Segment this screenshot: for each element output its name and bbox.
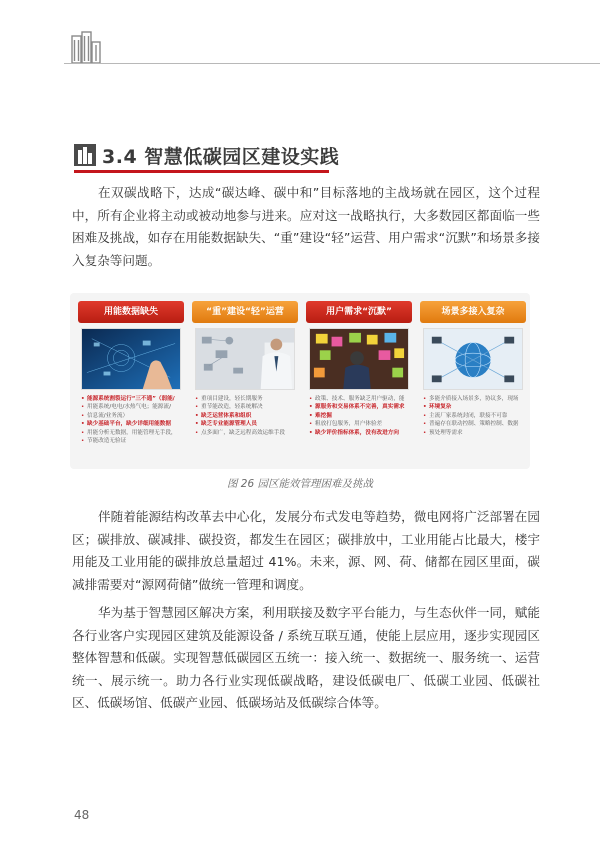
section-heading bbox=[74, 142, 384, 172]
list-item: • 粗放打包服务，用户体验差 bbox=[309, 420, 411, 428]
panel-title: 场景多接入复杂 bbox=[420, 301, 526, 323]
list-item: • 缺少基础平台，缺少详细用能数据 bbox=[81, 420, 183, 428]
list-item: • 环境复杂 bbox=[423, 403, 525, 411]
header-divider bbox=[64, 63, 600, 64]
list-item: • 缺少评价指标体系，没有改进方向 bbox=[309, 429, 411, 437]
list-item: • 缺乏专业能源管理人员 bbox=[195, 420, 297, 428]
panel-construction-operation bbox=[192, 301, 298, 461]
list-item: • 普遍存在联动控制、策略控制、数据 bbox=[423, 420, 525, 428]
section-title: 3.4 智慧低碳园区建设实践 bbox=[102, 146, 340, 168]
list-item: • 难挖掘 bbox=[309, 412, 411, 420]
section-building-icon bbox=[74, 144, 96, 166]
network-globe-image bbox=[423, 328, 523, 390]
paragraph-microgrid: 伴随着能源结构改革去中心化，发展分布式发电等趋势，微电网将广泛部署在园区；碳排放、碳减排、碳投资，都发生在园区；碳排放中，工业用能占比最大，楼宇用能及工业用能的碳排放总量超过 41%。未来，源、网、荷、储都在园区里面，碳减排需要对“源网荷储”做统一管理和调度。 bbox=[72, 509, 540, 592]
panel-user-demand bbox=[306, 301, 412, 461]
panel-bullet-list bbox=[423, 395, 525, 437]
businessman-image bbox=[195, 328, 295, 390]
list-item: • 政策、技术、服务缺乏用户驱动，能 bbox=[309, 395, 411, 403]
list-item: • 多能介质接入场景多，协议多，现场 bbox=[423, 395, 525, 403]
list-item: • 用能系统/电电/水热气电；能源流/ bbox=[81, 403, 183, 411]
page-number: 48 bbox=[74, 808, 90, 822]
panel-energy-data bbox=[78, 301, 184, 461]
panel-title: 用能数据缺失 bbox=[78, 301, 184, 323]
list-item: • 缺乏运营体系和组织 bbox=[195, 412, 297, 420]
panel-title: “重”建设“轻”运营 bbox=[192, 301, 298, 323]
panel-bullet-list bbox=[309, 395, 411, 437]
panel-bullet-list bbox=[81, 395, 183, 445]
section-title-underline bbox=[74, 170, 329, 173]
paragraph-huawei: 华为基于智慧园区解决方案，利用联接及数字平台能力，与生态伙伴一同，赋能各行业客户实现园区建筑及能源设备 / 系统互联互通，使能上层应用，逐步实现园区整体智慧和低碳。实现智慧低碳园区五统一：接入统一、数据统一、服务统一、运营统一、展示统一。助力各行业实现低碳战略，建设低碳电厂、低碳工业园、低碳社区、低碳场馆、低碳产业园、低碳场站及低碳综合体等。 bbox=[72, 605, 540, 710]
building-logo-icon bbox=[70, 30, 110, 64]
challenges-figure bbox=[70, 293, 530, 469]
list-item: • 源服务和交易体系不完善，真实需求 bbox=[309, 403, 411, 411]
touchscreen-image bbox=[81, 328, 181, 390]
list-item: • 信息流/业务流） bbox=[81, 412, 183, 420]
list-item: • 预处理等需求 bbox=[423, 429, 525, 437]
paragraph-intro: 在双碳战略下，达成“碳达峰、碳中和”目标落地的主战场就在园区，这个过程中，所有企业将主动或被动地参与进来。应对这一战略执行，大多数园区都面临一些困难及挑战，如存在用能数据缺失、“重”建设“轻”运营、用户需求“沉默”和场景多接入复杂等问题。 bbox=[72, 185, 540, 268]
list-item: • 重节能改造，轻系统解决 bbox=[195, 403, 297, 411]
list-item: • 重项目建设，轻长期服务 bbox=[195, 395, 297, 403]
list-item: • 节能改造无验证 bbox=[81, 437, 183, 445]
list-item: • 能源系统割裂运行“三不通”（弱能/ bbox=[81, 395, 183, 403]
list-item: • 用能分析无数据，用能管理无手段， bbox=[81, 429, 183, 437]
panel-multi-access bbox=[420, 301, 526, 461]
sticky-notes-image bbox=[309, 328, 409, 390]
list-item: • 主流厂家系统封闭，联接不可靠 bbox=[423, 412, 525, 420]
figure-caption: 图 26 园区能效管理困难及挑战 bbox=[226, 478, 374, 490]
list-item: • 点多面广，缺乏远程高效运维手段 bbox=[195, 429, 297, 437]
panel-bullet-list bbox=[195, 395, 297, 437]
panel-title: 用户需求“沉默” bbox=[306, 301, 412, 323]
